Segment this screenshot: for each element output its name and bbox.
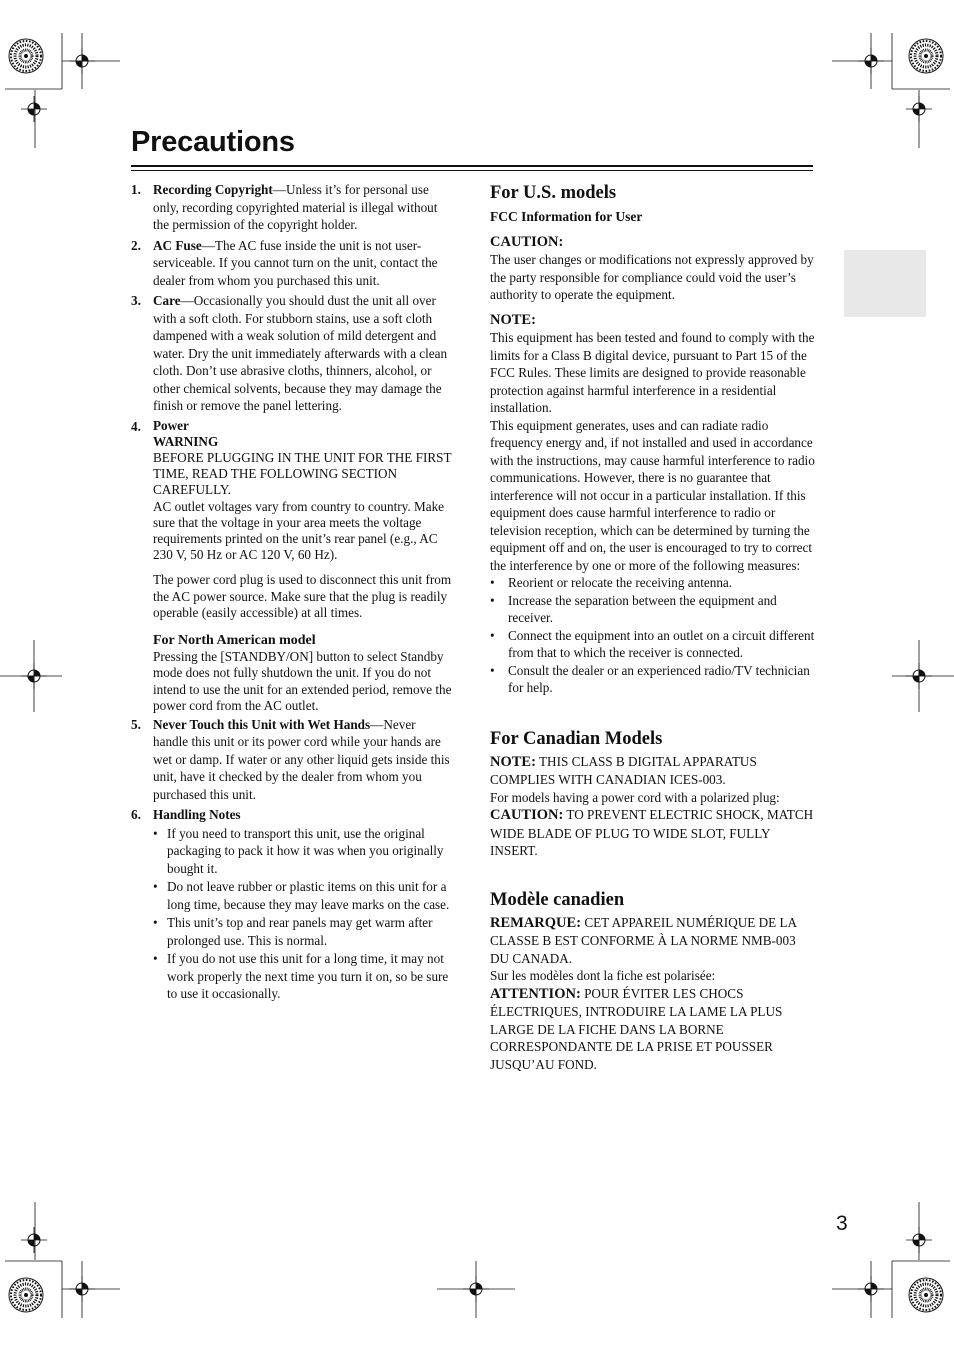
section-tab — [844, 250, 926, 317]
voltage-text: AC outlet voltages vary from country to country. Make sure that the voltage in your area meets the voltage requirements printed on the unit’s rear panel (e.g., AC 230 V, 50 Hz or AC 120 V, 60 Hz). — [153, 498, 445, 563]
canadian-models-heading: For Canadian Models — [490, 728, 663, 749]
title-rule-thin — [131, 170, 813, 171]
plug-text: The power cord plug is used to disconnect this unit from the AC power source. Make sure that the plug is readily operable (easily accessible) at all times. — [153, 572, 452, 620]
item-wet-hands: 5. Never Touch this Unit with Wet Hands—Never handle this unit or its power cord while your hands are wet or damp. If water or any other liquid gets inside this unit, have it checked by the dealer from whom you purchased this unit. — [131, 716, 450, 802]
right-column — [490, 181, 816, 1073]
canada-note: NOTE: THIS CLASS B DIGITAL APPARATUS COMPLIES WITH CANADIAN ICES-003. — [490, 753, 757, 787]
us-note-text-1: This equipment has been tested and found to comply with the limits for a Class B digital device, pursuant to Part 15 of the FCC Rules. These limits are designed to provide reasonable protection against harmful interference in a residential installation. — [490, 330, 815, 415]
list-item: • Do not leave rubber or plastic items on this unit for a long time, because they may leave marks on the case. — [153, 879, 450, 912]
item-care: 3. Care—Occasionally you should dust the unit all over with a soft cloth. For stubborn stains, use a soft cloth dampened with a weak solution of mild detergent and water. Dry the unit immediately afterwards with a clean cloth. Don’t use abrasive cloths, thinners, alcohol, or other chemical solvents, because they may damage the finish or remove the panel lettering. — [131, 293, 448, 413]
list-item: • Connect the equipment into an outlet on a circuit different from that to which the receiver is connected. — [490, 627, 815, 660]
list-item: • If you do not use this unit for a long time, it may not work properly the next time you turn it on, so be sure to use it occasionally. — [153, 951, 449, 1002]
canada-plug-text: For models having a power cord with a polarized plug: — [490, 789, 780, 805]
canada-caution: CAUTION: TO PREVENT ELECTRIC SHOCK, MATCH WIDE BLADE OF PLUG TO WIDE SLOT, FULLY INSERT. — [490, 807, 814, 858]
fr-attention: ATTENTION: POUR ÉVITER LES CHOCS ÉLECTRIQUES, INTRODUIRE LA LAME LA PLUS LARGE DE LA FICHE DANS LA BORNE CORRESPONDANTE DE LA PRISE ET POUSSER JUSQU’AU FOND. — [490, 985, 783, 1072]
list-item: • Reorient or relocate the receiving antenna. — [490, 575, 733, 590]
page-title: Precautions — [131, 126, 295, 158]
fcc-heading: FCC Information for User — [490, 209, 643, 224]
title-rule — [131, 165, 813, 167]
warning-text: BEFORE PLUGGING IN THE UNIT FOR THE FIRST TIME, READ THE FOLLOWING SECTION CAREFULLY. — [153, 449, 452, 498]
item-handling-notes: 6. Handling Notes • If you need to transport this unit, use the original packaging to pack it how it was when you originally bought it. • Do not leave rubber or plastic items on this unit for a long time, because they may leave marks on the case. • This unit’s top and rear panels may get warm after prolonged use. This is normal. • If you do not use this unit for a long time, it may not work properly the next time you turn it on, so be sure to use it occasionally. — [131, 806, 453, 1003]
modele-canadien-heading: Modèle canadien — [490, 889, 625, 910]
us-caution-label: CAUTION: — [490, 233, 564, 250]
us-note-label: NOTE: — [490, 311, 536, 328]
us-models-heading: For U.S. models — [490, 183, 617, 203]
fr-plug-text: Sur les modèles dont la fiche est polarisée: — [490, 968, 716, 983]
us-note-text-2: This equipment generates, uses and can radiate radio frequency energy and, if not installed and used in accordance with the instructions, may cause harmful interference to radio communications. However, there is no guarantee that interference will not occur in a particular installation. If this equipment does cause harmful interference to radio or television reception, which can be determined by turning the equipment off and on, the user is encouraged to try to correct the interference by one or more of the following measures: — [490, 417, 815, 573]
item-recording-copyright: 1. Recording Copyright—Unless it’s for personal use only, recording copyrighted material is illegal without the permission of the copyright holder. — [131, 182, 438, 232]
list-item: • Increase the separation between the equipment and receiver. — [490, 592, 777, 625]
item-ac-fuse: 2. AC Fuse—The AC fuse inside the unit is not user-serviceable. If you cannot turn on the unit, contact the dealer from whom you purchased this unit. — [131, 237, 438, 288]
us-caution-text: The user changes or modifications not expressly approved by the party responsible for compliance could void the user’s authority to operate the equipment. — [490, 252, 814, 302]
page-number: 3 — [836, 1212, 848, 1235]
list-item: • Consult the dealer or an experienced radio/TV technician for help. — [490, 662, 810, 695]
north-american-text: Pressing the [STANDBY/ON] button to select Standby mode does not fully shutdown the unit. If you do not intend to use the unit for an extended period, remove the power cord from the AC outlet. — [153, 649, 452, 713]
left-column — [131, 181, 453, 1003]
warning-label: WARNING — [153, 433, 219, 449]
list-item: • If you need to transport this unit, use the original packaging to pack it how it was when you originally bought it. — [153, 825, 444, 876]
north-american-heading: For North American model — [153, 632, 316, 648]
item-power: 4. Power WARNING BEFORE PLUGGING IN THE UNIT FOR THE FIRST TIME, READ THE FOLLOWING SECTION CAREFULLY. AC outlet voltages vary from country to country. Make sure that the voltage in your area meets the voltage requirements printed on the unit’s rear panel (e.g., AC 230 V, 50 Hz or AC 120 V, 60 Hz). The power cord plug is used to disconnect this unit from the AC power source. Make sure that the plug is readily operable (easily accessible) at all times. For North American model Pressing the [STANDBY/ON] button to select Standby mode does not fully shutdown the unit. If you do not intend to use the unit for an extended period, remove the power cord from the AC outlet. — [131, 417, 452, 713]
list-item: • This unit’s top and rear panels may get warm after prolonged use. This is normal. — [153, 915, 433, 948]
fr-remarque: REMARQUE: CET APPAREIL NUMÉRIQUE DE LA CLASSE B EST CONFORME À LA NORME NMB-003 DU CANADA. — [490, 914, 797, 966]
